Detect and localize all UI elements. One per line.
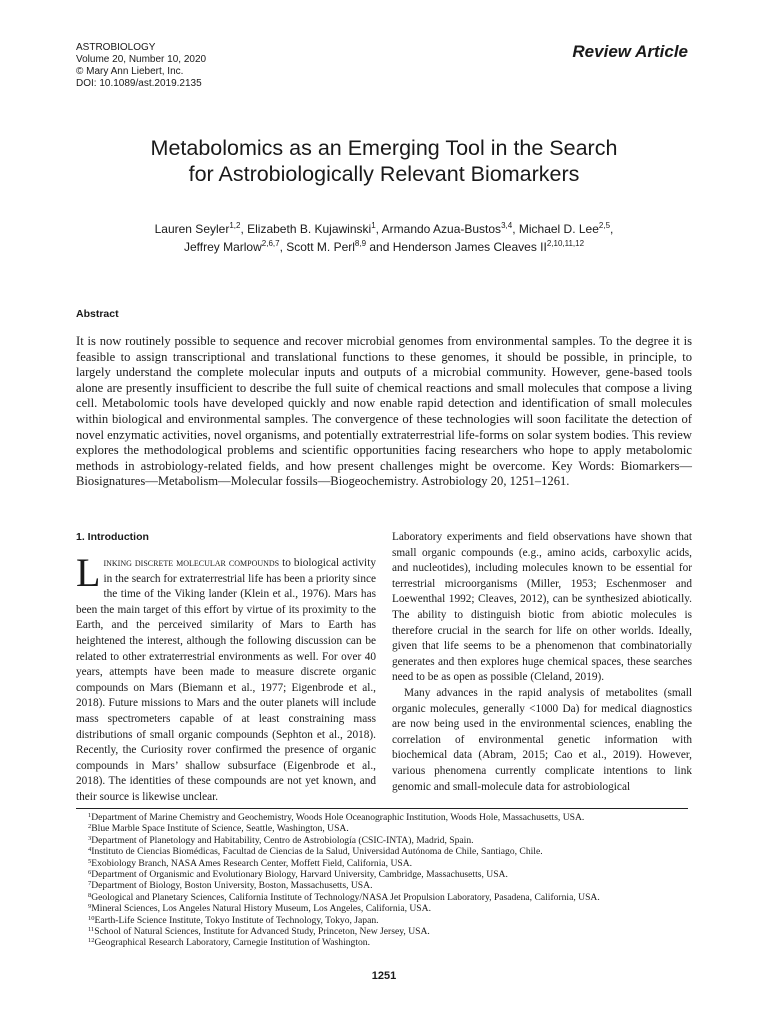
journal-volume: Volume 20, Number 10, 2020: [76, 54, 207, 65]
footnote-item: [88, 835, 600, 846]
author-name: Jeffrey Marlow: [183, 240, 262, 254]
author-name: Scott M. Perl: [286, 240, 355, 254]
author-affiliation: 2,10,11,12: [546, 239, 585, 248]
author-separator: ,: [240, 222, 248, 236]
footnote-item: [88, 892, 600, 903]
intro-column-left: [76, 530, 376, 806]
small-caps-lead: inking discrete molecular compounds: [103, 557, 280, 569]
footnote-item: [88, 915, 600, 926]
footnote-item: [88, 812, 600, 823]
footnote-number: 10: [88, 914, 95, 922]
author-separator: ,: [279, 240, 287, 254]
footnote-number: 5: [88, 857, 92, 865]
intro-paragraph: [76, 550, 376, 806]
author-separator: and: [366, 240, 393, 254]
footnote-text: Earth-Life Science Institute, Tokyo Institute of Technology, Tokyo, Japan.: [94, 914, 379, 926]
footnote-text: Instituto de Ciencias Biomédicas, Facultad de Ciencias de la Salud, Universidad Autónoma de Chile, Santiago, Chile.: [91, 846, 543, 858]
journal-info: [76, 42, 206, 90]
intro-text: to biological activity in the search for extraterrestrial life has been a priority since the time of the Viking lander (Klein et al., 1976). Mars has been the main target of this effort by virtue of its proximity to the Earth, and the perceived similarity of Mars to Earth has heightened the interest, although the following discussion can be related to other extraterrestrial environments as well. For over 40 years, attempts have been made to measure discrete organic compounds on Mars (Biemann et al., 1977; Eigenbrode et al., 2018). Future missions to Mars and the outer planets will include mass spectrometers capable of at least constraining mass distributions of small organic compounds (Sephton et al., 2018). Recently, the Curiosity rover confirmed the presence of organic compounds in Mars’ shallow subsurface (Eigenbrode et al., 2018). The identities of these compounds are not yet known, and their source is likewise unclear.: [76, 557, 376, 803]
footnote-number: 3: [88, 834, 92, 842]
footnote-item: [88, 880, 600, 891]
footnote-number: 8: [88, 891, 92, 899]
author-name: Armando Azua-Bustos: [381, 222, 502, 236]
footnote-number: 9: [88, 903, 92, 911]
author-name: Michael D. Lee: [518, 222, 599, 236]
footnote-item: [88, 869, 600, 880]
page-number: 1251: [371, 970, 397, 982]
author-list: [76, 220, 692, 256]
footnote-text: Department of Biology, Boston University, Boston, Massachusetts, USA.: [91, 880, 373, 892]
journal-name: ASTROBIOLOGY: [76, 42, 156, 53]
author-name: Henderson James Cleaves II: [392, 240, 547, 254]
footnote-item: [88, 937, 600, 948]
author-affiliation: 1,2: [229, 221, 241, 230]
footnote-item: [88, 846, 600, 857]
footnote-item: [88, 926, 600, 937]
footnote-text: Department of Planetology and Habitability, Centro de Astrobiología (CSIC-INTA), Madrid, Spain.: [91, 834, 474, 846]
footnote-text: Geographical Research Laboratory, Carnegie Institution of Washington.: [94, 937, 370, 949]
footnote-number: 12: [88, 937, 95, 945]
title-line: for Astrobiologically Relevant Biomarkers: [188, 162, 580, 186]
journal-doi: DOI: 10.1089/ast.2019.2135: [76, 78, 202, 89]
author-affiliation: 8,9: [354, 239, 367, 248]
author-affiliation: 3,4: [501, 221, 513, 230]
footnote-text: Department of Organismic and Evolutionary Biology, Harvard University, Cambridge, Massachusetts, USA.: [91, 869, 508, 881]
abstract-heading: Abstract: [76, 308, 119, 320]
drop-cap: L: [76, 550, 101, 595]
footnote-text: School of Natural Sciences, Institute for Advanced Study, Princeton, New Jersey, USA.: [94, 926, 430, 938]
footnote-text: Exobiology Branch, NASA Ames Research Center, Moffett Field, California, USA.: [91, 857, 413, 869]
footnote-item: [88, 823, 600, 834]
paper-title: [76, 135, 692, 187]
body-paragraph: Laboratory experiments and field observations have shown that small organic compounds (e.g., amino acids, carboxylic acids, and nucleotides), including molecules known to be essential for terrestrial microorganisms (Miller, 1953; Eschenmoser and Loewenthal 1992; Cleaves, 2012), can be synthesized abiotically. The ability to distinguish biotic from abiotic molecules is therefore crucial in the search for life on other worlds. Ideally, given that life seems to be a phenomenon that combinatorially generates and then explores huge chemical spaces, these searches need to be as open as possible (Cleland, 2019).: [392, 531, 692, 684]
journal-copyright: © Mary Ann Liebert, Inc.: [76, 66, 184, 77]
affiliation-footnotes: [88, 812, 600, 949]
body-paragraph: Many advances in the rapid analysis of metabolites (small organic molecules, generally <1000 Da) for medical diagnostics are now being used in the environmental sciences, enabling the correlation of environmental genetic information with biochemical data (Abram, 2015; Cao et al., 2019). However, various phenomena currently complicate intentions to link genomic and small-molecule data for astrobiological: [392, 686, 692, 793]
footnote-text: Mineral Sciences, Los Angeles Natural History Museum, Los Angeles, California, USA.: [91, 903, 431, 915]
author-affiliation: 1: [371, 221, 376, 230]
intro-column-right: [392, 530, 692, 795]
footnote-number: 4: [88, 846, 92, 854]
author-separator: ,: [375, 222, 382, 236]
author-separator: ,: [512, 222, 519, 236]
section-heading: 1. Introduction: [76, 531, 149, 543]
footnote-text: Blue Marble Space Institute of Science, Seattle, Washington, USA.: [91, 823, 349, 835]
footnote-number: 11: [88, 926, 95, 934]
title-line: Metabolomics as an Emerging Tool in the Search: [150, 136, 618, 160]
author-name: Lauren Seyler: [154, 222, 230, 236]
footnote-number: 7: [88, 880, 92, 888]
footnote-divider: [76, 808, 688, 809]
article-type: Review Article: [572, 42, 688, 61]
author-name: Elizabeth B. Kujawinski: [247, 222, 372, 236]
abstract-text: It is now routinely possible to sequence and recover microbial genomes from environmental samples. To the degree it is feasible to assign transcriptional and translational functions to these genomes, it should be possible, in principle, to largely understand the complete molecular inputs and outputs of a microbial community. However, gene-based tools alone are presently insufficient to describe the full suite of chemical reactions and small molecules that compose a living cell. Metabolomic tools have developed quickly and now enable rapid detection and identification of small molecules within biological and environmental samples. The convergence of these technologies will soon facilitate the detection of novel enzymatic activities, novel organisms, and potentially extraterrestrial life-forms on solar system bodies. This review explores the methodological problems and scientific opportunities facing researchers who hope to apply metabolomic methods in astrobiology-related fields, and how present challenges might be overcome. Key Words: Biomarkers—Biosignatures—Metabolism—Molecular fossils—Biogeochemistry. Astrobiology 20, 1251–1261.: [76, 334, 692, 489]
author-affiliation: 2,6,7: [261, 239, 280, 248]
author-separator: ,: [610, 222, 614, 236]
footnote-number: 2: [88, 823, 92, 831]
footnote-text: Department of Marine Chemistry and Geochemistry, Woods Hole Oceanographic Institution, Woods Hole, Massachusetts, USA.: [91, 812, 585, 823]
footnote-item: [88, 858, 600, 869]
footnote-number: 6: [88, 869, 92, 877]
footnote-text: Geological and Planetary Sciences, California Institute of Technology/NASA Jet Propulsion Laboratory, Pasadena, California, USA.: [91, 891, 600, 903]
footnote-item: [88, 903, 600, 914]
author-affiliation: 2,5: [598, 221, 611, 230]
footnote-number: 1: [88, 812, 92, 819]
